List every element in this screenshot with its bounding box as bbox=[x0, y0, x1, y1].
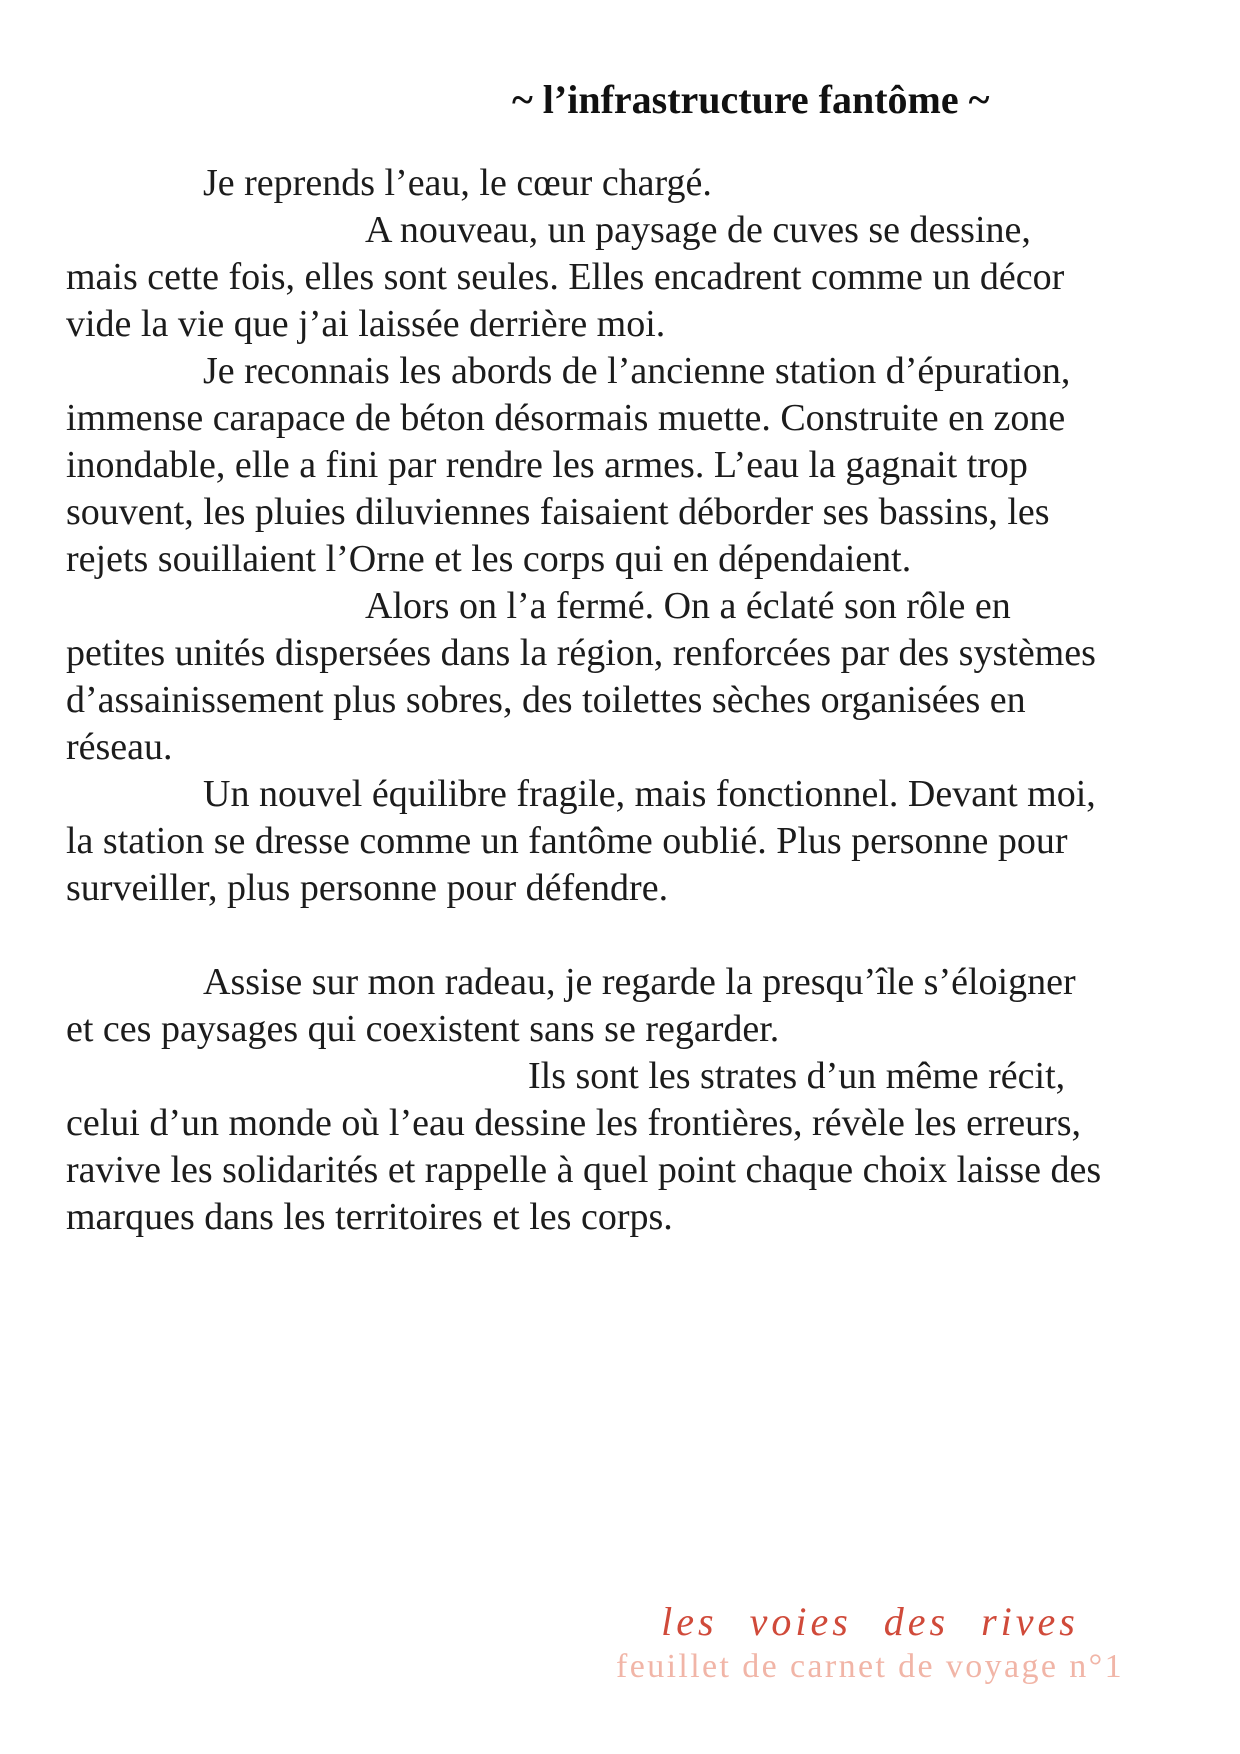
paragraph: Assise sur mon radeau, je regarde la presqu’île s’éloigner et ces paysages qui coexistent sans se regarder. bbox=[66, 961, 1076, 1050]
paragraph: Un nouvel équilibre fragile, mais fonctionnel. Devant moi, la station se dresse comme un fantôme oublié. Plus personne pour surveiller, plus personne pour défendre. bbox=[66, 773, 1096, 909]
paragraph: A nouveau, un paysage de cuves se dessine, mais cette fois, elles sont seules. Elles encadrent comme un décor vide la vie que j’ai laissée derrière moi. bbox=[66, 209, 1065, 345]
page-title: ~ l’infrastructure fantôme ~ bbox=[512, 77, 990, 122]
paragraph: Ils sont les strates d’un même récit, celui d’un monde où l’eau dessine les frontières, révèle les erreurs, ravive les solidarités et rappelle à quel point chaque choix laisse des marques dans les territoires et les corps. bbox=[66, 1055, 1102, 1238]
page-footer bbox=[615, 1598, 1125, 1688]
series-title: les voies des rives bbox=[661, 1599, 1079, 1644]
journal-body bbox=[66, 160, 1106, 1241]
paragraph: Je reconnais les abords de l’ancienne station d’épuration, immense carapace de béton désormais muette. Construite en zone inondable, elle a fini par rendre les armes. L’eau la gagnait trop souvent, les pluies diluviennes faisaient déborder ses bassins, les rejets souillaient l’Orne et les corps qui en dépendaient. bbox=[66, 350, 1071, 580]
paragraph: Je reprends l’eau, le cœur chargé. bbox=[203, 162, 712, 204]
series-subtitle: feuillet de carnet de voyage n°1 bbox=[616, 1648, 1124, 1685]
paragraph: Alors on l’a fermé. On a éclaté son rôle en petites unités dispersées dans la région, renforcées par des systèmes d’assainissement plus sobres, des toilettes sèches organisées en réseau. bbox=[66, 585, 1096, 768]
